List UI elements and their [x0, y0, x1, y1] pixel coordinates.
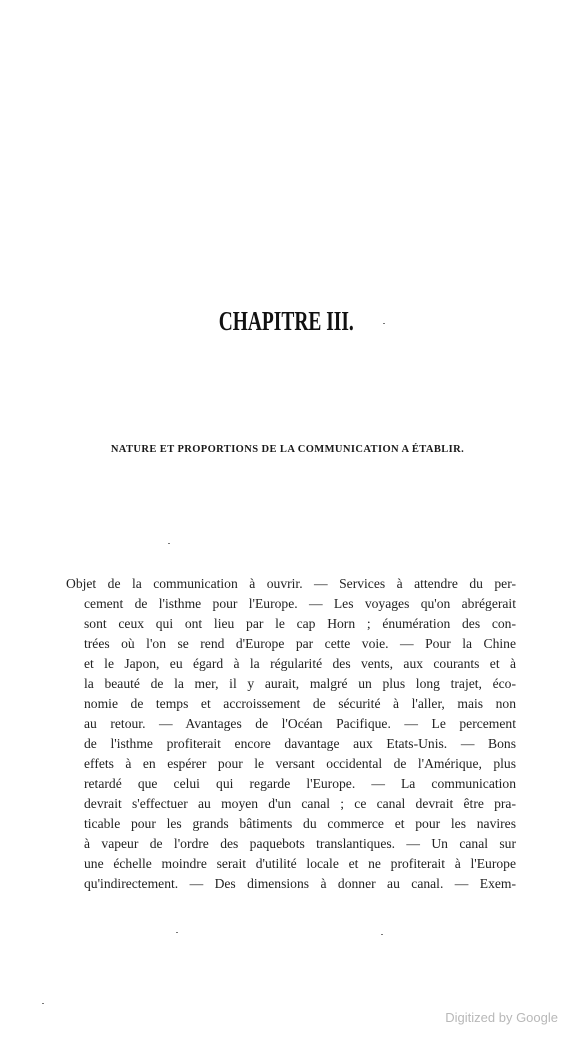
- summary-line: Objet de la communication à ouvrir. — Services à attendre du per-: [66, 576, 516, 591]
- section-title: NATURE ET PROPORTIONS DE LA COMMUNICATION A ÉTABLIR.: [110, 444, 465, 455]
- chapter-summary: [66, 574, 516, 894]
- paper-speck: [383, 323, 385, 324]
- summary-line: cement de l'isthme pour l'Europe. — Les voyages qu'on abrégerait: [84, 596, 516, 611]
- summary-line: effets à en espérer pour le versant occidental de l'Amérique, plus: [84, 756, 516, 771]
- summary-line: devrait s'effectuer au moyen d'un canal ; ce canal devrait être pra-: [84, 796, 516, 811]
- summary-line: retardé que celui qui regarde l'Europe. — La communication: [84, 776, 516, 791]
- summary-line: une échelle moindre serait d'utilité locale et ne profiterait à l'Europe: [84, 856, 516, 871]
- summary-line: qu'indirectement. — Des dimensions à donner au canal. — Exem-: [84, 876, 516, 891]
- summary-line: trées où l'on se rend d'Europe par cette voie. — Pour la Chine: [84, 636, 516, 651]
- paper-speck: [168, 543, 170, 544]
- summary-line: à vapeur de l'ordre des paquebots translantiques. — Un canal sur: [84, 836, 516, 851]
- digitized-watermark: Digitized by Google: [445, 1010, 558, 1025]
- summary-line: nomie de temps et accroissement de sécurité à l'aller, mais non: [84, 696, 516, 711]
- paper-speck: [176, 932, 178, 933]
- summary-line: ticable pour les grands bâtiments du commerce et pour les navires: [84, 816, 516, 831]
- summary-line: sont ceux qui ont lieu par le cap Horn ; énumération des con-: [84, 616, 516, 631]
- paper-speck: [42, 1003, 44, 1004]
- chapter-title: CHAPITRE III.: [218, 306, 354, 336]
- summary-line: la beauté de la mer, il y aurait, malgré un plus long trajet, éco-: [84, 676, 516, 691]
- summary-line: au retour. — Avantages de l'Océan Pacifique. — Le percement: [84, 716, 516, 731]
- summary-line: et le Japon, eu égard à la régularité des vents, aux courants et à: [84, 656, 516, 671]
- paper-speck: [381, 934, 383, 935]
- summary-line: de l'isthme profiterait encore davantage aux Etats-Unis. — Bons: [84, 736, 516, 751]
